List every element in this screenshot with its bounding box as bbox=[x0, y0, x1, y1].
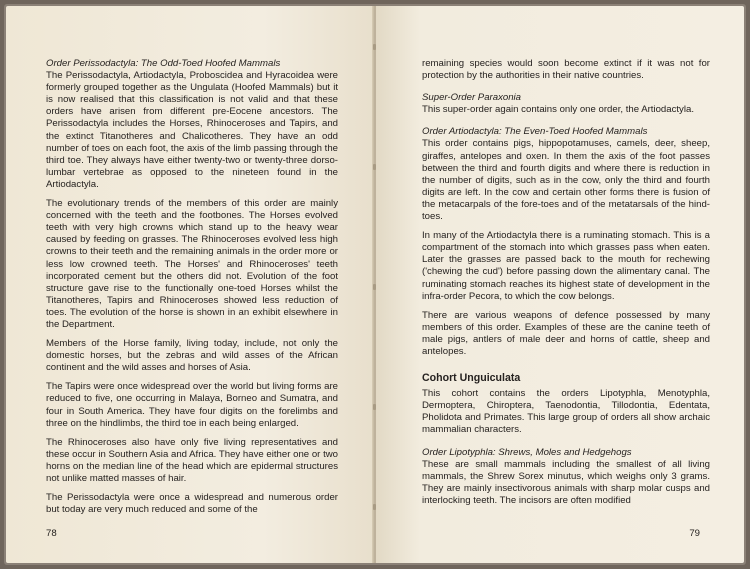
heading-artiodactyla: Order Artiodactyla: The Even-Toed Hoofed Mammals bbox=[422, 126, 648, 138]
paragraph: The evolutionary trends of the members of this order are mainly concerned with the teeth and the footbones. The Horses evolved teeth with very high crowns which stand up to the heavy wear caused by feeding on grasses. The Rhinoceroses evolved less high crowns to their teeth and the remaining animals in the order more or less low crowned teeth. The Horses' and Rhinoceroses' teeth incorporated cement but the others did not. Evolution of the foot structure gave rise to the functionally one-toed Horses whilst the Titanotheres, Tapirs and Rhinoceroses showed less reduction of toes. The evolution of the horse is shown in an exhibit elsewhere in the Department. bbox=[46, 198, 338, 330]
paragraph: This super-order again contains only one order, the Artiodactyla. bbox=[422, 104, 694, 116]
right-page bbox=[376, 6, 744, 563]
book-spread bbox=[4, 4, 746, 565]
paragraph: The Perissodactyla were once a widespread and numerous order but today are very much reduced and some of the bbox=[46, 492, 338, 516]
heading-perissodactyla: Order Perissodactyla: The Odd-Toed Hoofed Mammals bbox=[46, 58, 281, 69]
paragraph: This cohort contains the orders Lipotyphla, Menotyphla, Dermoptera, Chiroptera, Taenodontia, Tillodontia, Edentata, Pholidota and Primates. This large group of orders all show archaic mammalian characters. bbox=[422, 388, 710, 436]
left-page bbox=[6, 6, 374, 563]
heading-cohort-unguiculata: Cohort Unguiculata bbox=[422, 372, 521, 385]
paragraph: In many of the Artiodactyla there is a ruminating stomach. This is a compartment of the stomach into which grasses pass when eaten. Later the grasses are passed back to the mouth for rechewing ('chewing the cud') before passing down the alimentary canal. The ruminating stomach reaches its highest state of development in the infra-order Pecora, to which the cow belongs. bbox=[422, 230, 710, 302]
paragraph: These are small mammals including the smallest of all living mammals, the Shrew Sorex minutus, which weighs only 3 grams. They are mainly insectivorous animals with sharp molar cusps and interlocking teeth. The incisors are often modified bbox=[422, 458, 710, 506]
page-number-left: 78 bbox=[46, 528, 57, 539]
paragraph: The Tapirs were once widespread over the world but living forms are reduced to five, one occurring in Malaya, Borneo and Sumatra, and four in South America. They have four digits on the forelimbs and three on the hindlimbs, the third toe in each being enlarged. bbox=[46, 381, 338, 429]
right-page-text bbox=[422, 58, 710, 514]
paragraph: The Perissodactyla, Artiodactyla, Proboscidea and Hyracoidea were formerly grouped together as the Ungulata (Hoofed Mammals) but it is now realised that this classification is not valid and that these orders have arisen from different pre-Eocene ancestors. The Perissodactyla includes the Horses, Rhinoceroses and Tapirs, and the extinct Titanotheres and Chalicotheres. They have an odd number of toes on each foot, the axis of the limb passing through the third toe. They always have either twenty-two or twenty-three dorso-lumbar vertebrae as opposed to the nineteen found in the Artiodactyla. bbox=[46, 70, 338, 190]
paragraph: The Rhinoceroses also have only five living representatives and these occur in Southern Asia and Africa. They have either one or two horns on the median line of the head which are epidermal structures not unlike matted masses of hair. bbox=[46, 436, 338, 484]
heading-paraxonia: Super-Order Paraxonia bbox=[422, 92, 522, 104]
left-page-text bbox=[46, 58, 338, 523]
page-number-right: 79 bbox=[689, 528, 700, 539]
heading-lipotyphla: Order Lipotyphla: Shrews, Moles and Hedgehogs bbox=[422, 446, 632, 458]
paragraph: Members of the Horse family, living today, include, not only the domestic horses, but the zebras and wild asses of the African continent and the wild asses and horses of Asia. bbox=[46, 338, 338, 374]
paragraph: remaining species would soon become extinct if it was not for protection by the authorities in their native countries. bbox=[422, 58, 710, 82]
paragraph: There are various weapons of defence possessed by many members of this order. Examples of these are the canine teeth of male pigs, antlers of male deer and horns of cattle, sheep and antelopes. bbox=[422, 309, 710, 357]
paragraph: This order contains pigs, hippopotamuses, camels, deer, sheep, giraffes, antelopes and oxen. In them the axis of the foot passes between the third and fourth digits and where there is reduction in the number of digits, such as in the cow, only the third and fourth digits are left. In the cow and certain other forms there is fusion of the metacarpals of the fore-toes and of the metatarsals of the hind-toes. bbox=[422, 138, 710, 223]
